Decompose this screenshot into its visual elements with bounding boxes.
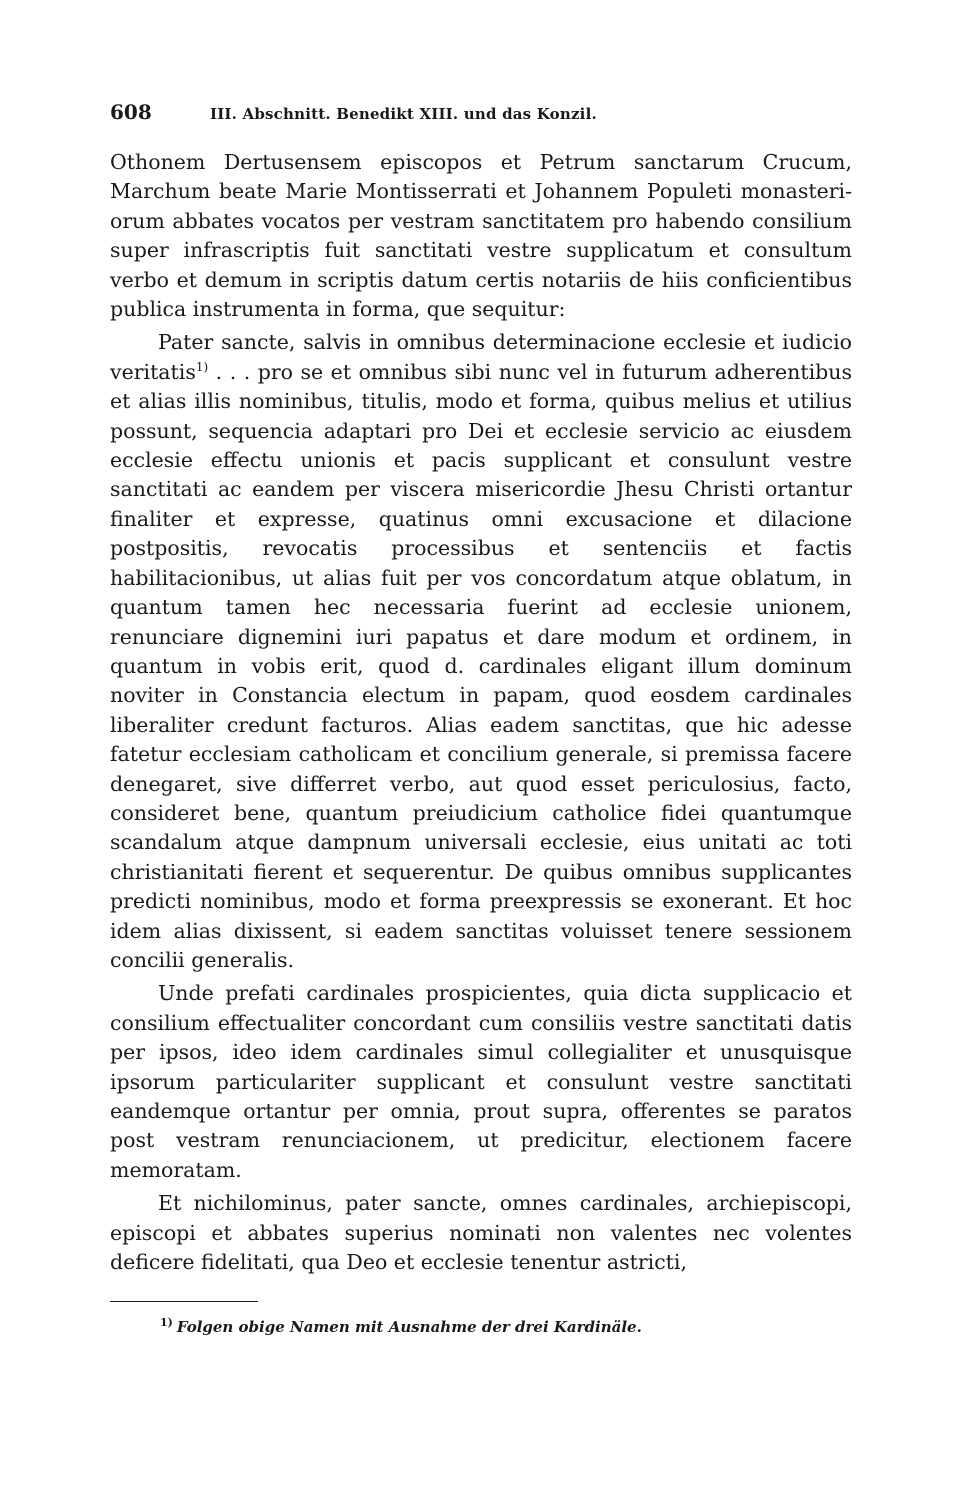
paragraph-2-rest: . . . pro se et omnibus sibi nunc vel in futurum adherentibus et alias illis nominibus, titulis, modo et forma, quibus melius et utilius possunt, sequencia adaptari pro Dei et ecclesie servicio ac eiusdem ecclesie effectu unionis et pacis supplicant et consulunt vestre sanctitati ac eandem per viscera misericordie Jhesu Christi ortantur finaliter et expresse, quatinus omni excusacione et dilacione postpositis, revocatis processibus et sentenciis et factis habilitacionibus, ut alias fuit per vos concordatum atque oblatum, in quantum tamen hec necessaria fuerint ad ecclesie unionem, renunciare dignemini iuri papatus et dare modum et ordinem, in quantum in vobis erit, quod d. cardinales eligant illum dominum noviter in Constancia electum in papam, quod eosdem cardinales liberaliter credunt facturos. Alias eadem sanctitas, que hic adesse fatetur ecclesiam catholicam et concilium generale, si premissa facere denegaret, sive differret verbo, aut quod esset periculosius, facto, consideret bene, quantum preiudicium catholice fidei quantumque scandalum atque dampnum universali ecclesie, eius unitati ac toti christianitati fierent et sequerentur. De quibus omnibus supplicantes predicti nominibus, modo et forma preexpressis se exonerant. Et hoc idem alias dixissent, si eadem sanctitas voluisset tenere sessionem concilii generalis. [110,359,852,972]
page [110,100,852,1336]
page-header [110,100,852,140]
paragraph-2 [110,328,852,975]
paragraph-3: Unde prefati cardinales prospicientes, quia dicta supplicacio et consilium effectualiter concordant cum consiliis vestre sanctitati datis per ipsos, ideo idem cardinales simul collegialiter et unusquisque ipsorum particulariter supplicant et consulunt vestre sanctitati eandemque ortantur per omnia, prout supra, offerentes se paratos post vestram renunciacionem, ut predicitur, electionem facere memoratam. [110,981,852,1182]
paragraph-4: Et nichilominus, pater sancte, omnes cardinales, archiepiscopi, episcopi et abbates superius nominati non valentes nec volentes deficere fidelitati, qua Deo et ecclesie tenentur astricti, [110,1191,852,1275]
footnote-mark: 1) [160,1316,173,1330]
paragraph-2-start: Pater sancte, salvis in omnibus determinacione ecclesie et iudicio veritatis [110,330,852,384]
footnote-text: Folgen obige Namen mit Ausnahme der drei Kardinäle. [176,1318,642,1337]
footnote-reference: 1) [195,360,209,375]
paragraph-1: Othonem Dertusensem episcopos et Petrum sanctarum Crucum, Marchum beate Marie Montisserrati et Johannem Populeti monasteriorum abbates vocatos per vestram sanctitatem pro habendo consilium super infrascriptis fuit sanctitati vestre supplicatum et consultum verbo et demum in scriptis datum certis notariis de hiis conficientibus publica instrumenta in forma, que sequitur: [110,150,852,322]
footnote-divider [110,1301,258,1302]
running-head: III. Abschnitt. Benedikt XIII. und das Konzil. [210,105,597,123]
footnote [110,1318,852,1336]
page-number: 608 [110,100,152,124]
body-text [110,148,852,1277]
